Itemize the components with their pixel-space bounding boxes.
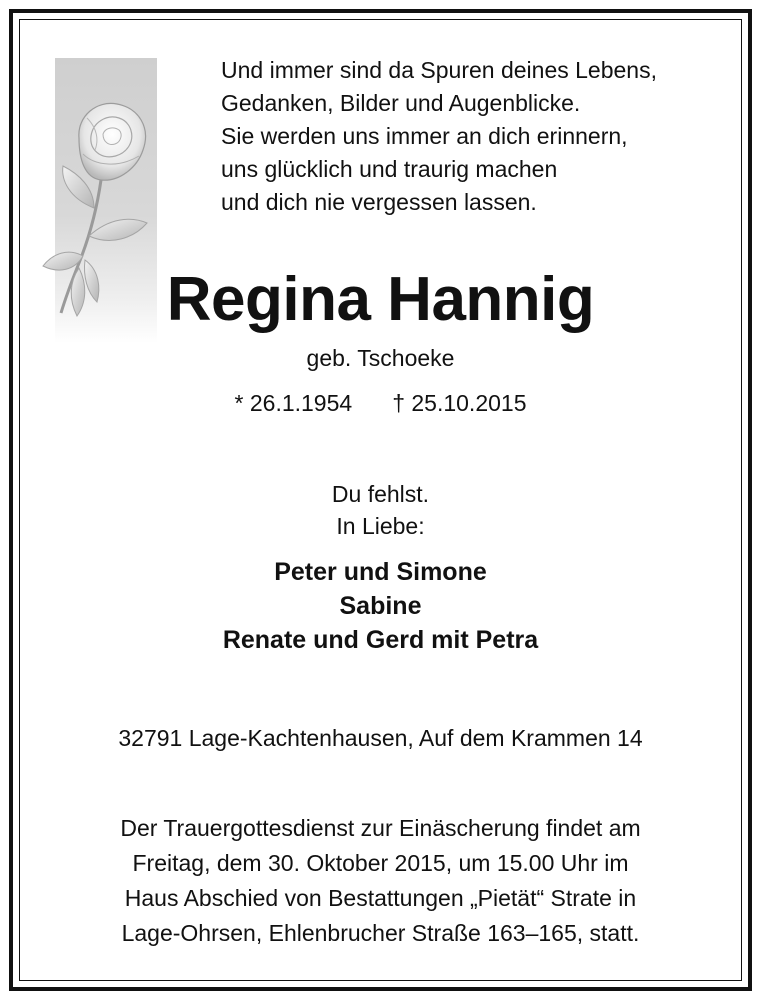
family-address: 32791 Lage-Kachtenhausen, Auf dem Krammen 14 — [118, 725, 643, 751]
farewell — [0, 478, 761, 542]
poem-line: Und immer sind da Spuren deines Lebens, — [221, 57, 657, 83]
service-notice — [0, 811, 761, 951]
mourner: Peter und Simone — [274, 558, 487, 586]
farewell-line: In Liebe: — [336, 513, 425, 539]
mourner: Sabine — [339, 592, 422, 620]
poem-line: Gedanken, Bilder und Augenblicke. — [221, 90, 581, 116]
service-line: Lage-Ohrsen, Ehlenbrucher Straße 163–165, statt. — [121, 920, 640, 946]
poem-line: und dich nie vergessen lassen. — [221, 189, 537, 215]
life-dates — [0, 388, 761, 418]
poem-line: uns glücklich und traurig machen — [221, 156, 558, 182]
service-line: Der Trauergottesdienst zur Einäscherung findet am — [120, 815, 641, 841]
farewell-line: Du fehlst. — [331, 481, 430, 507]
mourners-list — [0, 555, 761, 657]
poem — [221, 54, 741, 219]
mourner: Renate und Gerd mit Petra — [222, 626, 539, 654]
death-date: † 25.10.2015 — [392, 390, 527, 416]
deceased-name: Regina Hannig — [166, 265, 595, 334]
service-line: Haus Abschied von Bestattungen „Pietät“ Strate in — [124, 885, 637, 911]
birth-date: * 26.1.1954 — [234, 390, 353, 416]
maiden-name: geb. Tschoeke — [306, 345, 455, 371]
service-line: Freitag, dem 30. Oktober 2015, um 15.00 Uhr im — [132, 850, 629, 876]
poem-line: Sie werden uns immer an dich erinnern, — [221, 123, 628, 149]
